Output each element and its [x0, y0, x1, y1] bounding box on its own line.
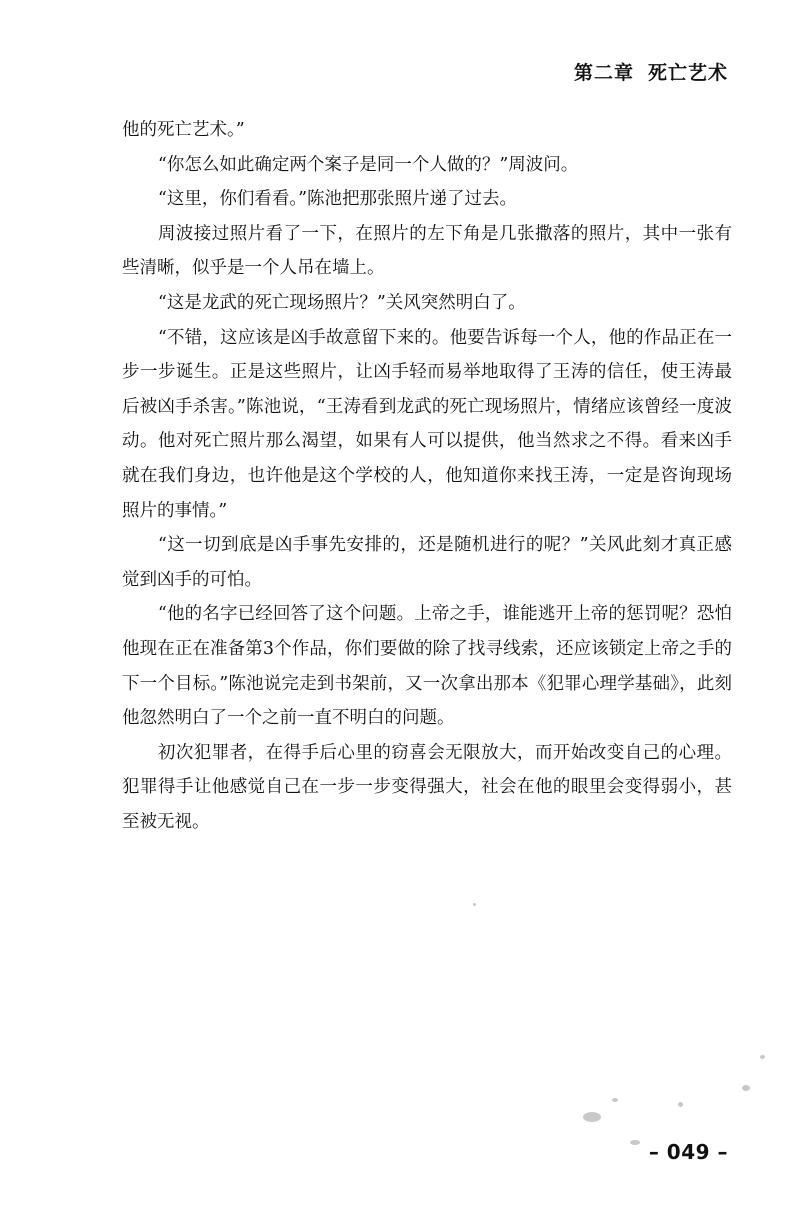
scan-speck [678, 1102, 683, 1107]
scan-speck [583, 1112, 601, 1122]
body-text [122, 113, 732, 839]
scan-speck [742, 1085, 750, 1091]
paragraph: “这是龙武的死亡现场照片？”关风突然明白了。 [157, 292, 526, 313]
scan-speck [612, 1098, 618, 1102]
paragraph: “这里，你们看看。”陈池把那张照片递了过去。 [157, 189, 518, 210]
paragraph-continuation: 他的死亡艺术。” [122, 120, 245, 140]
scan-speck [630, 1140, 640, 1145]
page-number: – 049 – [648, 1140, 728, 1164]
paragraph: “他的名字已经回答了这个问题。上帝之手，谁能逃开上帝的惩罚呢？恐怕他现在正在准备第3个作品，你们要做的除了找寻线索，还应该锁定上帝之手的下一个目标。”陈池说完走到书架前，又一次拿出那本《犯罪心理学基础》，此刻他忽然明白了一个之前一直不明白的问题。 [122, 604, 732, 729]
paragraph: “不错，这应该是凶手故意留下来的。他要告诉每一个人，他的作品正在一步一步诞生。正是这些照片，让凶手轻而易举地取得了王涛的信任，使王涛最后被凶手杀害。”陈池说，“王涛看到龙武的死亡现场照片，情绪应该曾经一度波动。他对死亡照片那么渴望，如果有人可以提供，他当然求之不得。看来凶手就在我们身边，也许他是这个学校的人，他知道你来找王涛，一定是咨询现场照片的事情。” [122, 327, 732, 521]
paragraph: 初次犯罪者，在得手后心里的窃喜会无限放大，而开始改变自己的心理。犯罪得手让他感觉自己在一步一步变得强大，社会在他的眼里会变得弱小，甚至被无视。 [122, 742, 732, 832]
paragraph: “你怎么如此确定两个案子是同一个人做的？”周波问。 [157, 154, 579, 175]
scan-speck [760, 1055, 765, 1059]
chapter-header [574, 58, 728, 85]
scan-speck [473, 903, 476, 906]
paragraph: “这一切到底是凶手事先安排的，还是随机进行的呢？”关风此刻才真正感觉到凶手的可怕。 [122, 535, 732, 590]
paragraph: 周波接过照片看了一下，在照片的左下角是几张撒落的照片，其中一张有些清晰，似乎是一个人吊在墙上。 [122, 223, 732, 279]
chapter-label: 第二章 [573, 62, 634, 84]
chapter-title: 死亡艺术 [647, 62, 728, 84]
